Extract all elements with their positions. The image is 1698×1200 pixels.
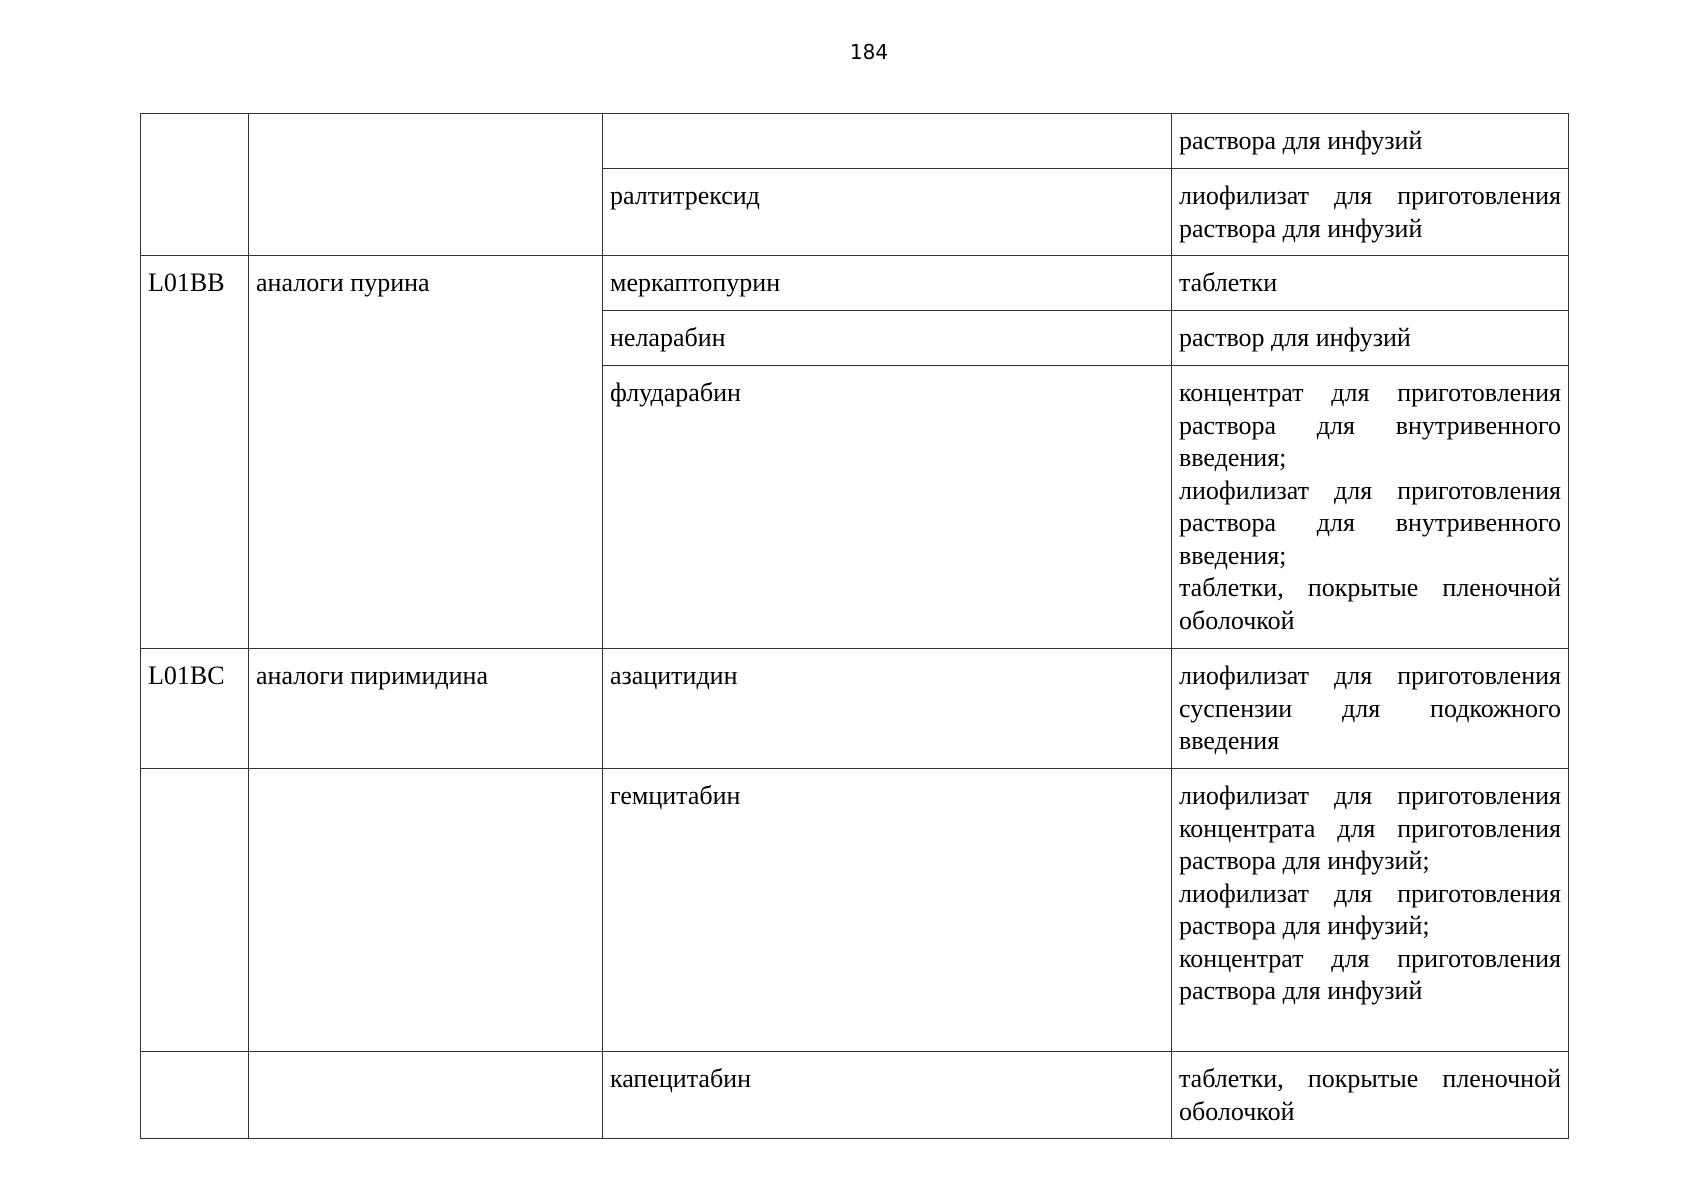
drug-table bbox=[140, 113, 1569, 1139]
dosage-form-line: концентрат для приготовления раствора для внутривенного введения; bbox=[1179, 378, 1561, 472]
atc-code-cell: L01BB bbox=[141, 256, 249, 649]
drug-name-cell: ралтитрексид bbox=[603, 169, 1172, 256]
dosage-form-line: лиофилизат для приготовления концентрата для приготовления раствора для инфузий; bbox=[1179, 781, 1561, 875]
dosage-form-line: лиофилизат для приготовления раствора для внутривенного введения; bbox=[1179, 475, 1561, 570]
dosage-form-line: лиофилизат для приготовления раствора для инфузий bbox=[1179, 181, 1561, 243]
dosage-form-line: раствора для инфузий bbox=[1179, 126, 1423, 155]
table-row bbox=[141, 1052, 1569, 1139]
drug-name-cell: капецитабин bbox=[603, 1052, 1172, 1139]
drug-group-cell: аналоги пурина bbox=[249, 256, 603, 649]
drug-group-cell bbox=[249, 1052, 603, 1139]
table-row bbox=[141, 769, 1569, 1052]
drug-group-cell bbox=[249, 769, 603, 1052]
drug-name-cell: неларабин bbox=[603, 311, 1172, 366]
atc-code-cell bbox=[141, 114, 249, 256]
dosage-form-cell bbox=[1172, 169, 1569, 256]
dosage-form-cell bbox=[1172, 649, 1569, 769]
dosage-form-line: концентрат для приготовления раствора для инфузий bbox=[1179, 943, 1561, 1005]
dosage-form-line: таблетки, покрытые пленочной оболочкой bbox=[1179, 573, 1561, 635]
dosage-form-line: лиофилизат для приготовления суспензии для подкожного введения bbox=[1179, 661, 1561, 755]
atc-code-cell bbox=[141, 1052, 249, 1139]
dosage-form-cell bbox=[1172, 1052, 1569, 1139]
table-row bbox=[141, 256, 1569, 311]
dosage-form-cell bbox=[1172, 311, 1569, 366]
atc-code-cell bbox=[141, 769, 249, 1052]
table-row bbox=[141, 649, 1569, 769]
atc-code-cell: L01BC bbox=[141, 649, 249, 769]
drug-name-cell: флударабин bbox=[603, 366, 1172, 649]
drug-name-cell: меркаптопурин bbox=[603, 256, 1172, 311]
drug-name-cell: азацитидин bbox=[603, 649, 1172, 769]
dosage-form-cell bbox=[1172, 114, 1569, 169]
dosage-form-cell bbox=[1172, 769, 1569, 1052]
dosage-form-line: раствор для инфузий bbox=[1179, 323, 1411, 352]
dosage-form-line: таблетки, покрытые пленочной оболочкой bbox=[1179, 1064, 1561, 1126]
dosage-form-line: лиофилизат для приготовления раствора для инфузий; bbox=[1179, 878, 1561, 940]
drug-group-cell bbox=[249, 114, 603, 256]
drug-group-cell: аналоги пиримидина bbox=[249, 649, 603, 769]
dosage-form-cell bbox=[1172, 366, 1569, 649]
table-row bbox=[141, 114, 1569, 169]
drug-name-cell: гемцитабин bbox=[603, 769, 1172, 1052]
dosage-form-line: таблетки bbox=[1179, 268, 1278, 297]
dosage-form-cell bbox=[1172, 256, 1569, 311]
drug-name-cell bbox=[603, 114, 1172, 169]
page-number: 184 bbox=[849, 40, 889, 64]
